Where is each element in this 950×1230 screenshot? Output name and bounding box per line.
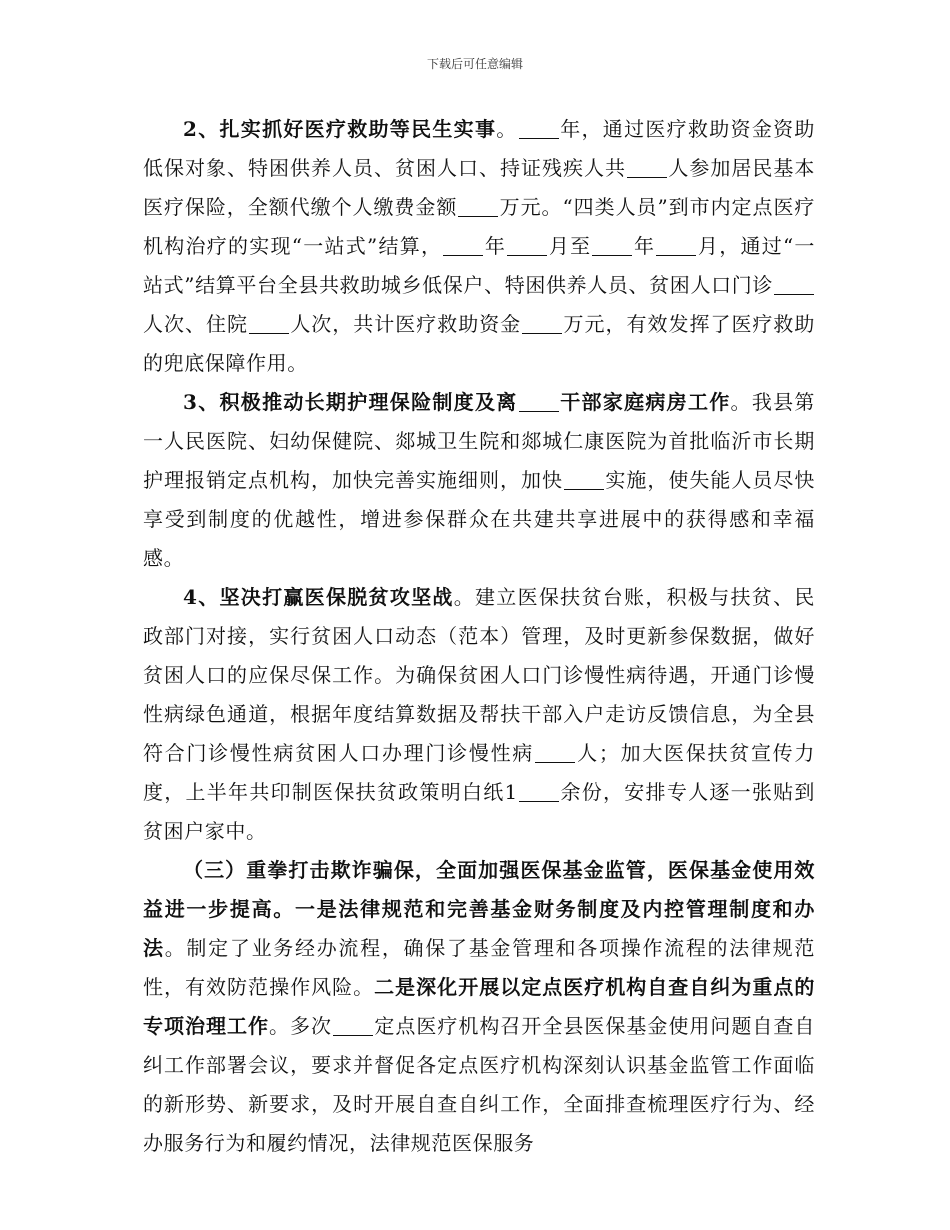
text-segment: 人次、住院 xyxy=(143,312,248,336)
text-segment: 人次，共计医疗救助资金 xyxy=(289,312,522,336)
text-segment: 年，通过医疗救助资金资助低保对象、特困供养人员、贫困人口、持证残疾人共 xyxy=(143,117,816,180)
blank-line xyxy=(564,470,604,490)
text-segment: 。制定了业务经办流程，确保了基金管理和各项操作流程的法律规范性，有效防范操作风险。 xyxy=(143,936,815,999)
text-segment: 月，通过“一站式”结算平台全县共救助城乡低保户、特困供养人员、贫困人口门诊 xyxy=(143,234,816,297)
blank-line xyxy=(333,1016,373,1036)
text-segment: 人参加居民基本医疗保险，全额代缴个人缴费金额 xyxy=(143,156,815,219)
blank-line xyxy=(519,782,559,802)
blank-line xyxy=(522,314,562,334)
page-header: 下载后可任意编辑 xyxy=(426,57,523,71)
paragraph-medical-aid xyxy=(143,110,815,383)
document-body xyxy=(143,110,815,1163)
blank-line xyxy=(443,236,483,256)
paragraph-fund-supervision xyxy=(143,851,815,1163)
paragraph-heading-cont: 干部家庭病房工作 xyxy=(559,390,731,414)
blank-line xyxy=(627,158,667,178)
sub-heading: 二是深化开展以定点医疗机构自查自纠为重点的专项治理工作 xyxy=(143,975,815,1038)
paragraph-heading: 3、积极推动长期护理保险制度及离 xyxy=(183,390,518,414)
blank-line xyxy=(535,743,575,763)
blank-line xyxy=(519,119,559,139)
blank-line xyxy=(656,236,696,256)
text-segment: 年 xyxy=(633,234,656,258)
text-segment: 实施，使失能人员尽快享受到制度的优越性，增进参保群众在共建共享进展中的获得感和幸福感。 xyxy=(143,468,815,570)
text-segment: 定点医疗机构召开全县医保基金使用问题自查自纠工作部署会议，要求并督促各定点医疗机构深刻认识基金监管工作面临的新形势、新要求，及时开展自查自纠工作，全面排查梳理医疗行为、经办服务行为和履约情况，法律规范医保服务 xyxy=(143,1014,815,1155)
text-segment: 。 xyxy=(496,117,518,141)
paragraph-heading: 2、扎实抓好医疗救助等民生实事 xyxy=(183,117,497,141)
section-heading: （三）重拳打击欺诈骗保，全面加强医保基金监管，医保基金使用效益进一步提高。一是法律规范和完善基金财务制度及内控管理制度和办法 xyxy=(143,858,815,960)
text-segment: 。我县第一人民医院、妇幼保健院、郯城卫生院和郯城仁康医院为首批临沂市长期护理报销定点机构，加快完善实施细则，加快 xyxy=(143,390,815,492)
blank-line xyxy=(592,236,632,256)
paragraph-poverty-alleviation xyxy=(143,578,815,851)
blank-line xyxy=(507,236,547,256)
blank-line xyxy=(774,275,814,295)
text-segment: 年 xyxy=(484,234,507,258)
text-segment: 人；加大医保扶贫宣传力度，上半年共印制医保扶贫政策明白纸1 xyxy=(143,741,815,804)
text-segment: 万元。“四类人员”到市内定点医疗机构治疗的实现“一站式”结算， xyxy=(143,195,815,258)
text-segment: 。建立医保扶贫台账，积极与扶贫、民政部门对接，实行贫困人口动态（范本）管理，及时更新参保数据，做好贫困人口的应保尽保工作。为确保贫困人口门诊慢性病待遇，开通门诊慢性病绿色通道，根据年度结算数据及帮扶干部入户走访反馈信息，为全县符合门诊慢性病贫困人口办理门诊慢性病 xyxy=(143,585,815,765)
text-segment: 月至 xyxy=(548,234,592,258)
blank-line xyxy=(519,392,559,412)
blank-line xyxy=(458,197,498,217)
paragraph-heading: 4、坚决打赢医保脱贫攻坚战 xyxy=(183,585,454,609)
text-segment: 余份，安排专人逐一张贴到贫困户家中。 xyxy=(143,780,815,843)
blank-line xyxy=(249,314,289,334)
paragraph-long-term-care xyxy=(143,383,815,578)
text-segment: 万元，有效发挥了医疗救助的兜底保障作用。 xyxy=(143,312,816,375)
text-segment: 。多次 xyxy=(269,1014,332,1038)
